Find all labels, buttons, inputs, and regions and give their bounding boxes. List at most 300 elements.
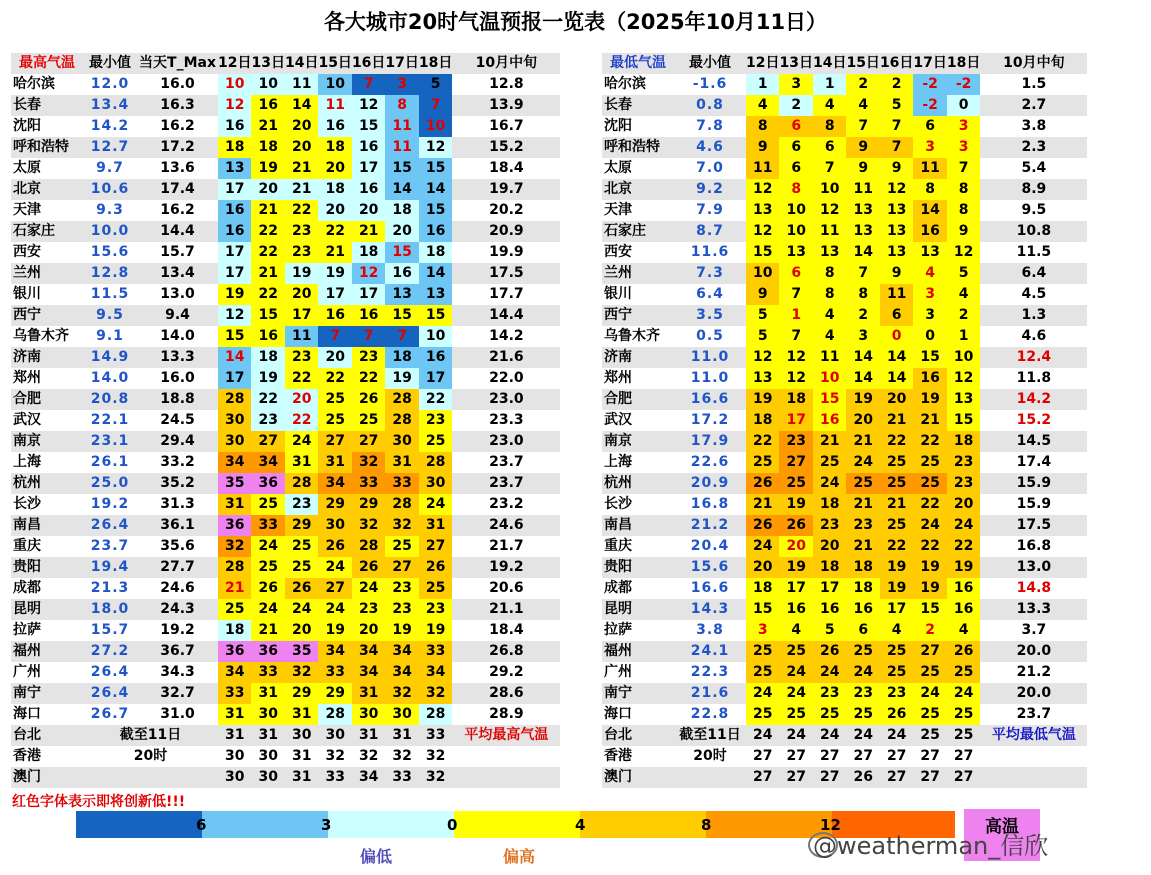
forecast-cell: 27 [318, 578, 351, 599]
forecast-cell: 23 [880, 683, 913, 704]
forecast-cell: 26 [419, 557, 452, 578]
forecast-cell: 23 [779, 431, 812, 452]
header-cell: 18日 [419, 53, 452, 74]
city-name: 重庆 [602, 536, 674, 557]
mid-october-normal: 3.7 [980, 620, 1087, 641]
header-cell: 最小值 [83, 53, 137, 74]
forecast-cell: 31 [419, 515, 452, 536]
table-row [602, 137, 1087, 158]
average-note [452, 746, 560, 767]
forecast-cell: 34 [419, 662, 452, 683]
forecast-cell: 21 [218, 578, 251, 599]
forecast-cell: 19 [913, 578, 946, 599]
forecast-cell: 15 [385, 242, 418, 263]
mid-october-normal: 17.5 [980, 515, 1087, 536]
header-cell: 最低气温 [602, 53, 674, 74]
city-name: 太原 [11, 158, 83, 179]
forecast-cell: 34 [218, 452, 251, 473]
forecast-cell: 8 [813, 263, 846, 284]
city-name: 济南 [11, 347, 83, 368]
forecast-cell: 5 [947, 263, 980, 284]
forecast-cell: 25 [779, 473, 812, 494]
forecast-cell: 20 [947, 494, 980, 515]
record-min-value: 15.7 [83, 620, 137, 641]
forecast-cell: 16 [352, 179, 385, 200]
record-min-value: 12.8 [83, 263, 137, 284]
record-min-value: 9.3 [83, 200, 137, 221]
mid-october-normal: 19.7 [452, 179, 560, 200]
forecast-cell: 27 [813, 746, 846, 767]
forecast-cell: 19 [251, 158, 284, 179]
record-min-value: 13.4 [83, 95, 137, 116]
forecast-cell: 22 [419, 389, 452, 410]
forecast-cell: 34 [385, 662, 418, 683]
forecast-cell: 27 [913, 746, 946, 767]
forecast-cell: 7 [947, 158, 980, 179]
today-tmax: 16.0 [137, 368, 218, 389]
forecast-cell: 18 [352, 242, 385, 263]
forecast-cell: 11 [813, 221, 846, 242]
mid-october-normal: 19.9 [452, 242, 560, 263]
forecast-cell: 25 [285, 536, 318, 557]
forecast-cell: 16 [218, 116, 251, 137]
forecast-cell: 25 [746, 452, 779, 473]
watermark-credit: @weatherman_信欣 [813, 832, 1049, 860]
forecast-cell: 29 [318, 494, 351, 515]
mid-october-normal: 5.4 [980, 158, 1087, 179]
forecast-cell: 12 [779, 368, 812, 389]
mid-october-normal: 20.0 [980, 641, 1087, 662]
forecast-cell: 25 [352, 410, 385, 431]
record-min-value [674, 767, 746, 788]
forecast-cell: 16 [385, 263, 418, 284]
forecast-cell: 21 [846, 494, 879, 515]
forecast-cell: 4 [846, 95, 879, 116]
city-name: 沈阳 [11, 116, 83, 137]
table-row [11, 536, 560, 557]
today-tmax: 16.2 [137, 200, 218, 221]
record-min-value: 18.0 [83, 599, 137, 620]
forecast-cell: 23 [385, 599, 418, 620]
legend-d6 [76, 811, 202, 838]
forecast-cell: 31 [385, 725, 418, 746]
forecast-cell: 18 [419, 242, 452, 263]
forecast-cell: 6 [913, 116, 946, 137]
forecast-cell: 29 [285, 683, 318, 704]
forecast-cell: 31 [285, 452, 318, 473]
forecast-cell: 15 [352, 116, 385, 137]
forecast-cell: 25 [880, 473, 913, 494]
forecast-cell: 36 [218, 641, 251, 662]
forecast-cell: 26 [779, 515, 812, 536]
forecast-cell: 8 [813, 116, 846, 137]
record-min-value: 20.4 [674, 536, 746, 557]
record-min-value: 截至11日 [674, 725, 746, 746]
forecast-cell: 24 [813, 662, 846, 683]
forecast-cell: 31 [352, 683, 385, 704]
legend-u0 [454, 811, 580, 838]
forecast-cell: 28 [385, 410, 418, 431]
forecast-cell: 22 [251, 389, 284, 410]
forecast-cell: 6 [779, 263, 812, 284]
record-min-value: 19.2 [83, 494, 137, 515]
mid-october-normal: 23.0 [452, 389, 560, 410]
forecast-cell: 25 [947, 704, 980, 725]
table-row [602, 746, 1087, 767]
forecast-cell: 25 [813, 704, 846, 725]
forecast-cell: 22 [352, 368, 385, 389]
forecast-cell: 32 [385, 683, 418, 704]
forecast-cell: 27 [251, 431, 284, 452]
forecast-cell: 25 [913, 662, 946, 683]
forecast-cell: 30 [419, 473, 452, 494]
forecast-cell: 11 [318, 95, 351, 116]
forecast-cell: 22 [913, 536, 946, 557]
forecast-cell: 10 [419, 326, 452, 347]
forecast-cell: 9 [947, 221, 980, 242]
header-cell: 10月中旬 [452, 53, 560, 74]
forecast-cell: 25 [318, 410, 351, 431]
city-name: 长沙 [11, 494, 83, 515]
city-name: 郑州 [602, 368, 674, 389]
today-tmax: 17.4 [137, 179, 218, 200]
header-cell: 16日 [352, 53, 385, 74]
city-name: 成都 [602, 578, 674, 599]
forecast-cell: 33 [352, 473, 385, 494]
today-tmax: 18.8 [137, 389, 218, 410]
forecast-cell: 15 [813, 389, 846, 410]
forecast-cell: 21 [251, 116, 284, 137]
forecast-cell: 28 [318, 704, 351, 725]
forecast-cell: 34 [352, 641, 385, 662]
forecast-cell: 3 [746, 620, 779, 641]
forecast-cell: 32 [419, 767, 452, 788]
table-row [11, 221, 560, 242]
mid-october-normal: 4.5 [980, 284, 1087, 305]
city-name: 海口 [602, 704, 674, 725]
forecast-cell: 12 [352, 263, 385, 284]
forecast-cell: 19 [419, 620, 452, 641]
forecast-cell: 12 [218, 305, 251, 326]
forecast-cell: 36 [251, 641, 284, 662]
forecast-cell: 31 [251, 683, 284, 704]
table-row [602, 74, 1087, 95]
header-cell: 13日 [779, 53, 812, 74]
forecast-cell: 28 [285, 473, 318, 494]
today-tmax: 24.5 [137, 410, 218, 431]
record-min-value: 10.6 [83, 179, 137, 200]
record-min-value: 11.0 [674, 368, 746, 389]
record-min-value: 21.2 [674, 515, 746, 536]
table-row [11, 557, 560, 578]
forecast-cell: 0 [880, 326, 913, 347]
forecast-cell: 22 [251, 242, 284, 263]
forecast-cell: 23 [419, 410, 452, 431]
city-name: 石家庄 [11, 221, 83, 242]
table-row [11, 620, 560, 641]
forecast-cell: 21 [285, 158, 318, 179]
forecast-cell: 15 [913, 599, 946, 620]
table-row [11, 473, 560, 494]
table-row [602, 620, 1087, 641]
forecast-cell: 20 [779, 536, 812, 557]
table-row [602, 389, 1087, 410]
city-name: 拉萨 [11, 620, 83, 641]
forecast-cell: 27 [352, 431, 385, 452]
city-name: 西宁 [11, 305, 83, 326]
record-min-value: 16.6 [674, 578, 746, 599]
forecast-cell: 25 [746, 641, 779, 662]
forecast-cell: 21 [251, 620, 284, 641]
forecast-cell: 4 [913, 263, 946, 284]
record-min-value: 23.1 [83, 431, 137, 452]
record-min-value: 16.6 [674, 389, 746, 410]
forecast-cell: 17 [779, 578, 812, 599]
forecast-cell: 22 [251, 221, 284, 242]
forecast-cell: 31 [285, 767, 318, 788]
table-row [11, 746, 560, 767]
mid-october-normal: 17.5 [452, 263, 560, 284]
forecast-cell: 7 [419, 95, 452, 116]
forecast-cell: 33 [251, 662, 284, 683]
city-name: 杭州 [602, 473, 674, 494]
table-row [11, 452, 560, 473]
forecast-cell: 19 [880, 578, 913, 599]
forecast-cell: 29 [285, 515, 318, 536]
forecast-cell: 16 [251, 326, 284, 347]
city-name: 香港 [602, 746, 674, 767]
city-name: 北京 [602, 179, 674, 200]
forecast-cell: 2 [846, 305, 879, 326]
forecast-cell: 20 [251, 179, 284, 200]
forecast-cell: 12 [813, 200, 846, 221]
record-min-value: 21.3 [83, 578, 137, 599]
forecast-cell: 36 [218, 515, 251, 536]
city-name: 南宁 [11, 683, 83, 704]
forecast-cell: 24 [352, 578, 385, 599]
forecast-cell: 13 [218, 158, 251, 179]
header-cell: 17日 [385, 53, 418, 74]
forecast-cell: 21 [813, 431, 846, 452]
forecast-cell: 16 [913, 221, 946, 242]
forecast-cell: 33 [419, 641, 452, 662]
forecast-cell: 9 [880, 263, 913, 284]
city-name: 合肥 [11, 389, 83, 410]
today-tmax: 31.3 [137, 494, 218, 515]
legend-tick-6: 6 [196, 816, 207, 834]
forecast-cell: 34 [352, 662, 385, 683]
forecast-cell: 26 [285, 578, 318, 599]
forecast-cell: 18 [318, 179, 351, 200]
forecast-cell: 27 [419, 536, 452, 557]
city-name: 台北 [602, 725, 674, 746]
forecast-cell: 31 [352, 725, 385, 746]
table-row [11, 158, 560, 179]
mid-october-normal: 15.2 [452, 137, 560, 158]
record-min-value: 26.4 [83, 662, 137, 683]
forecast-cell: 33 [419, 725, 452, 746]
forecast-cell: 34 [251, 452, 284, 473]
forecast-cell: 2 [846, 74, 879, 95]
record-min-value: 7.3 [674, 263, 746, 284]
forecast-cell: 19 [880, 557, 913, 578]
forecast-cell: 27 [846, 746, 879, 767]
forecast-cell: 12 [746, 221, 779, 242]
mid-october-normal: 15.2 [980, 410, 1087, 431]
city-name: 呼和浩特 [11, 137, 83, 158]
mid-october-normal: 11.5 [980, 242, 1087, 263]
table-row [602, 200, 1087, 221]
today-tmax: 33.2 [137, 452, 218, 473]
forecast-cell: 3 [779, 74, 812, 95]
table-row [602, 494, 1087, 515]
forecast-cell: 27 [746, 767, 779, 788]
city-name: 拉萨 [602, 620, 674, 641]
today-tmax: 14.0 [137, 326, 218, 347]
legend-tick-12: 12 [820, 816, 841, 834]
city-name: 长春 [602, 95, 674, 116]
forecast-cell: 7 [352, 74, 385, 95]
forecast-cell: 26 [251, 578, 284, 599]
forecast-cell: 32 [352, 515, 385, 536]
new-low-warning: 红色字体表示即将创新低!!! [12, 794, 186, 810]
forecast-cell: 10 [779, 200, 812, 221]
forecast-cell: 7 [846, 116, 879, 137]
city-name: 银川 [11, 284, 83, 305]
forecast-cell: 26 [846, 767, 879, 788]
forecast-cell: 15 [913, 347, 946, 368]
forecast-cell: 1 [779, 305, 812, 326]
forecast-cell: 3 [913, 305, 946, 326]
forecast-cell: 26 [880, 704, 913, 725]
forecast-cell: 6 [779, 116, 812, 137]
average-note [980, 767, 1087, 788]
forecast-cell: 5 [746, 326, 779, 347]
mid-october-normal: 18.4 [452, 158, 560, 179]
forecast-cell: 31 [385, 452, 418, 473]
forecast-cell: 11 [285, 74, 318, 95]
forecast-cell: 14 [419, 179, 452, 200]
forecast-cell: 22 [285, 368, 318, 389]
city-name: 成都 [11, 578, 83, 599]
forecast-cell: 17 [218, 179, 251, 200]
forecast-cell: 31 [218, 725, 251, 746]
forecast-cell: 21 [880, 410, 913, 431]
table-row [602, 515, 1087, 536]
forecast-cell: 21 [285, 179, 318, 200]
forecast-cell: 26 [947, 641, 980, 662]
table-row [11, 200, 560, 221]
mid-october-normal: 21.2 [980, 662, 1087, 683]
forecast-cell: 22 [913, 494, 946, 515]
forecast-cell: 19 [385, 368, 418, 389]
forecast-cell: 27 [779, 452, 812, 473]
legend-tick-8: 8 [701, 816, 712, 834]
mid-october-normal: 16.8 [980, 536, 1087, 557]
forecast-cell: 25 [218, 599, 251, 620]
mid-october-normal: 26.8 [452, 641, 560, 662]
legend-hot-label: 高温 [985, 817, 1019, 837]
forecast-cell: 20 [285, 620, 318, 641]
record-min-value: 22.1 [83, 410, 137, 431]
forecast-cell: 31 [285, 704, 318, 725]
forecast-cell: 16 [318, 116, 351, 137]
record-min-value: 20时 [83, 746, 218, 767]
city-name: 福州 [11, 641, 83, 662]
forecast-cell: 26 [746, 515, 779, 536]
forecast-cell: 33 [218, 683, 251, 704]
forecast-cell: 18 [385, 347, 418, 368]
forecast-cell: 12 [352, 95, 385, 116]
table-row [602, 116, 1087, 137]
forecast-cell: 7 [352, 326, 385, 347]
forecast-cell: 8 [947, 179, 980, 200]
forecast-cell: 12 [779, 347, 812, 368]
forecast-cell: 18 [746, 578, 779, 599]
forecast-cell: 32 [419, 746, 452, 767]
mid-october-normal: 8.9 [980, 179, 1087, 200]
record-min-value: 截至11日 [83, 725, 218, 746]
mid-october-normal: 15.9 [980, 494, 1087, 515]
forecast-cell: 20 [285, 284, 318, 305]
forecast-cell: 20 [285, 116, 318, 137]
forecast-cell: 10 [318, 74, 351, 95]
city-name: 武汉 [11, 410, 83, 431]
city-name: 上海 [11, 452, 83, 473]
record-min-value [83, 767, 218, 788]
forecast-cell: 33 [318, 662, 351, 683]
forecast-cell: 27 [813, 767, 846, 788]
forecast-cell: 25 [880, 452, 913, 473]
legend-tick-0: 0 [447, 816, 458, 834]
table-row [11, 767, 560, 788]
forecast-cell: 4 [746, 95, 779, 116]
city-name: 郑州 [11, 368, 83, 389]
forecast-cell: 30 [251, 704, 284, 725]
forecast-cell: 17 [218, 263, 251, 284]
forecast-cell: 15 [385, 158, 418, 179]
table-row [602, 725, 1087, 746]
today-tmax: 13.0 [137, 284, 218, 305]
forecast-cell: 25 [251, 494, 284, 515]
forecast-cell: 28 [419, 704, 452, 725]
city-name: 南京 [602, 431, 674, 452]
city-name: 济南 [602, 347, 674, 368]
forecast-cell: 34 [352, 767, 385, 788]
forecast-cell: 11 [913, 158, 946, 179]
table-row [602, 431, 1087, 452]
mid-october-normal: 16.7 [452, 116, 560, 137]
forecast-cell: 36 [251, 473, 284, 494]
record-min-value: 22.6 [674, 452, 746, 473]
today-tmax: 14.4 [137, 221, 218, 242]
average-note [452, 767, 560, 788]
forecast-cell: -2 [947, 74, 980, 95]
today-tmax: 32.7 [137, 683, 218, 704]
table-row [602, 662, 1087, 683]
table-row [602, 368, 1087, 389]
forecast-cell: -2 [913, 95, 946, 116]
record-min-value: 26.1 [83, 452, 137, 473]
forecast-cell: 21 [913, 410, 946, 431]
record-min-value: 4.6 [674, 137, 746, 158]
table-row [11, 515, 560, 536]
city-name: 香港 [11, 746, 83, 767]
table-row [11, 662, 560, 683]
record-min-value: 8.7 [674, 221, 746, 242]
mid-october-normal: 21.7 [452, 536, 560, 557]
forecast-cell: 30 [251, 767, 284, 788]
